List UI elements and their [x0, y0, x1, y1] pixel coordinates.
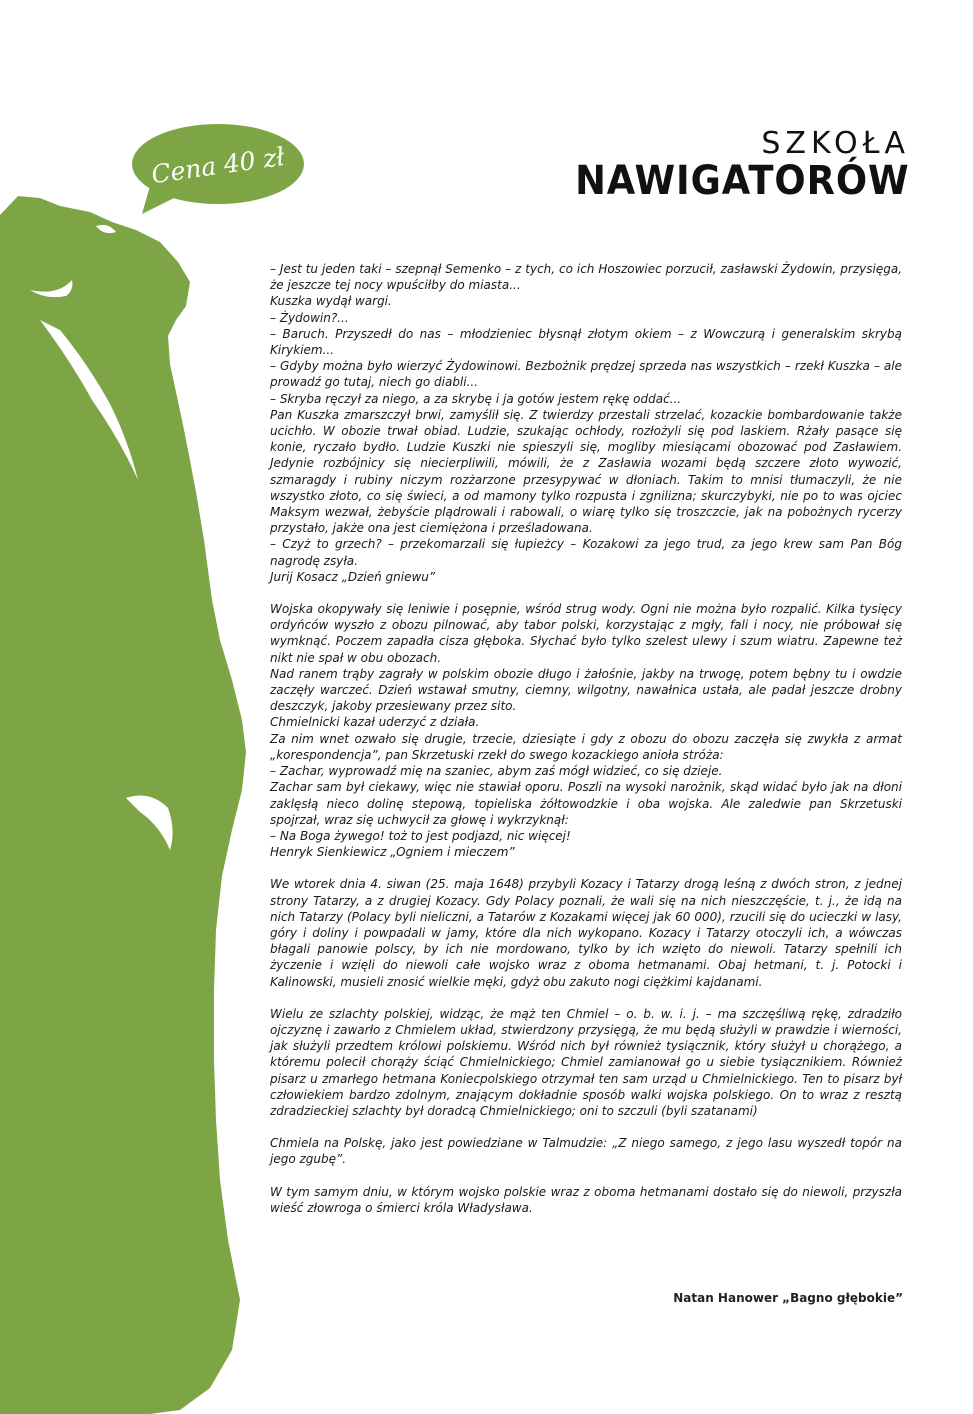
price-label: Cena 40 zł — [149, 141, 287, 190]
paragraph: Chmielnicki kazał uderzyć z działa. — [270, 715, 480, 730]
paragraph: W tym samym dniu, w którym wojsko polskie wraz z oboma hetmanami dostało się do niewoli, przyszła wieść złowroga o śmierci króla Władysława. — [270, 1184, 902, 1215]
paragraph: Pan Kuszka zmarszczył brwi, zamyślił się. Z twierdzy przestali strzelać, kozackie bombardowanie także ucichło. W obozie trwał obiad. Ludzie, szukając ochłody, rozłożyli się pod laskiem. Rżały pasące się konie, ryczało bydło. Ludzie Kuszki nie spieszyli się, mogliby miesiącami obozować pod Zasławiem. Jedynie rozbójnicy się niecierpliwili, mówili, że z Zasławia wozami będą szczere złoto wywozić, szmaragdy i rubiny niczym rozżarzone przesypywać w dłoniach. Takim to mnisi tłumaczyli, że nie wszystko złoto, co się świeci, a od mamony tylko rozpusta i zgnilizna; skurczybyki, nie po to was ojciec Maksym wezwał, żebyście plądrowali i rabowali, o wiarę tylko się troszczcie, jak na pobożnych rycerzy przystało, jakże ona jest ciemiężona i prześladowana. — [270, 407, 902, 536]
paragraph: Chmiela na Polskę, jako jest powiedziane w Talmudzie: „Z niego samego, z jego lasu wyszedł topór na jego zgubę”. — [270, 1136, 902, 1167]
paragraph: – Na Boga żywego! toż to jest podjazd, nic więcej! — [270, 828, 571, 843]
article-body — [270, 261, 902, 1216]
paragraph: – Zachar, wyprowadź mię na szaniec, abym zaś mógł widzieć, co się dzieje. — [270, 764, 723, 779]
page-title-line1: SZKOŁA — [761, 126, 910, 161]
paragraph: Henryk Sienkiewicz „Ogniem i mieczem” — [270, 845, 515, 860]
paragraph: Wojska okopywały się leniwie i posępnie, wśród strug wody. Ogni nie można było rozpalić. Kilka tysięcy ordyńców wyszło z obozu pilnować, aby tabor polski, korzystając z mgły, fali i nocy, nie próbował się wymknąć. Poczem zapadła cisza głęboka. Słychać było tylko szelest ulewy i szum wiatru. Zapewne też nikt nie spał w obu obozach. — [270, 602, 902, 665]
paragraph: – Gdyby można było wierzyć Żydowinowi. Bezbożnik prędzej sprzeda nas wszystkich – rzekł Kuszka – ale prowadź go tutaj, niech go diabli... — [270, 359, 902, 390]
paragraph: Zachar sam był ciekawy, więc nie stawiał oporu. Poszli na wysoki narożnik, skąd widać było jak na dłoni zaklęsłą nieco dolinę stepową, topieliska żółtowodzkie i oba wojska. Ale zaledwie pan Skrzetuski spojrzał, wraz się uchwycił za głowę i wykrzyknął: — [270, 780, 902, 827]
paragraph: Za nim wnet ozwało się drugie, trzecie, dziesiąte i gdy z obozu do obozu zaczęła się zwykła z armat „korespondencja”, pan Skrzetuski rzekł do swego kozackiego anioła stróża: — [270, 731, 902, 762]
paragraph: – Czyż to grzech? – przekomarzali się łupieżcy – Kozakowi za jego trud, za jego krew sam Pan Bóg nagrodę zsyła. — [270, 537, 902, 568]
page-title-line2: NAWIGATORÓW — [575, 158, 910, 204]
paragraph-gap — [270, 585, 902, 601]
paragraph: – Skryba ręczył za niego, a za skrybę i ja gotów jestem rękę oddać... — [270, 391, 682, 406]
paragraph: Kuszka wydął wargi. — [270, 294, 392, 309]
paragraph-gap — [270, 1168, 902, 1184]
paragraph: – Baruch. Przyszedł do nas – młodzieniec błysnął złotym okiem – z Wowczurą i generalskim skrybą Kirykiem... — [270, 326, 902, 358]
paragraph: – Jest tu jeden taki – szepnął Semenko – z tych, co ich Hoszowiec porzucił, zasławski Żydowin, przysięga, że jeszcze tej nocy wpuściłby do miasta... — [270, 262, 902, 293]
paragraph: Jurij Kosacz „Dzień gniewu” — [270, 569, 436, 584]
paragraph-gap — [270, 1119, 902, 1135]
paragraph: We wtorek dnia 4. siwan (25. maja 1648) przybyli Kozacy i Tatarzy drogą leśną z dwóch stron, z jednej strony Tatarzy, a z drugiej Kozacy. Gdy Polacy poznali, że wali się na nich nieszczęście, t. j., że idą na nich Tatarzy (Polacy byli nieliczni, a Tatarów z Kozakami więcej jak 60 000), rzucili się do ucieczki w lasy, góry i doliny i powpadali w jamy, które dla nich wykopano. Kozacy i Tatarzy otoczyli ich, a wówczas błagali panowie polscy, by ich nie mordowano, tylko by ich wzięto do niewoli. Tatarzy spełnili ich życzenie i wzięli do niewoli całe wojsko wraz z oboma hetmanami. Obaj hetmani, t. j. Potocki i Kalinowski, musieli znosić wielkie męki, gdyż obu zakuto nogi ciężkimi kajdanami. — [270, 877, 902, 989]
paragraph: – Żydowin?... — [270, 310, 349, 325]
paragraph: Wielu ze szlachty polskiej, widząc, że mąż ten Chmiel – o. b. w. i. j. – ma szczęśliwą rękę, zdradziło ojczyznę i zawarło z Chmielem układ, stwierdzony przysięgą, że mu będą służyli w prawdzie i wierności, jak służyli przedtem królowi polskiemu. Wśród nich był również tysiącznik, który służył u chorążego, a któremu polecił chorąży ściąć Chmielnickiego; Chmiel zamianował go u siebie tysiącznikiem. Również pisarz u zmarłego hetmana Koniecpolskiego otrzymał ten sam urząd u Chmielnickiego. Ten to pisarz był człowiekiem bardzo zdolnym, znającym dokładnie sposób walki wojska polskiego. On to wraz z resztą zdradzieckiej szlachty był doradcą Chmielnickiego; oni to szczuli (byli szatanami) — [270, 1006, 902, 1118]
paragraph: Nad ranem trąby zagrały w polskim obozie długo i żałośnie, jakby na trwogę, potem bębny tu i owdzie zaczęły warczeć. Dzień wstawał smutny, ciemny, wilgotny, nawałnica ustała, ale padał jeszcze drobny deszczyk, jakoby przesiewany przez sito. — [270, 666, 902, 714]
bear-body — [0, 196, 246, 1414]
paragraph-gap — [270, 990, 902, 1006]
paragraph-gap — [270, 860, 902, 876]
signature: Natan Hanower „Bagno głębokie” — [673, 1291, 903, 1305]
